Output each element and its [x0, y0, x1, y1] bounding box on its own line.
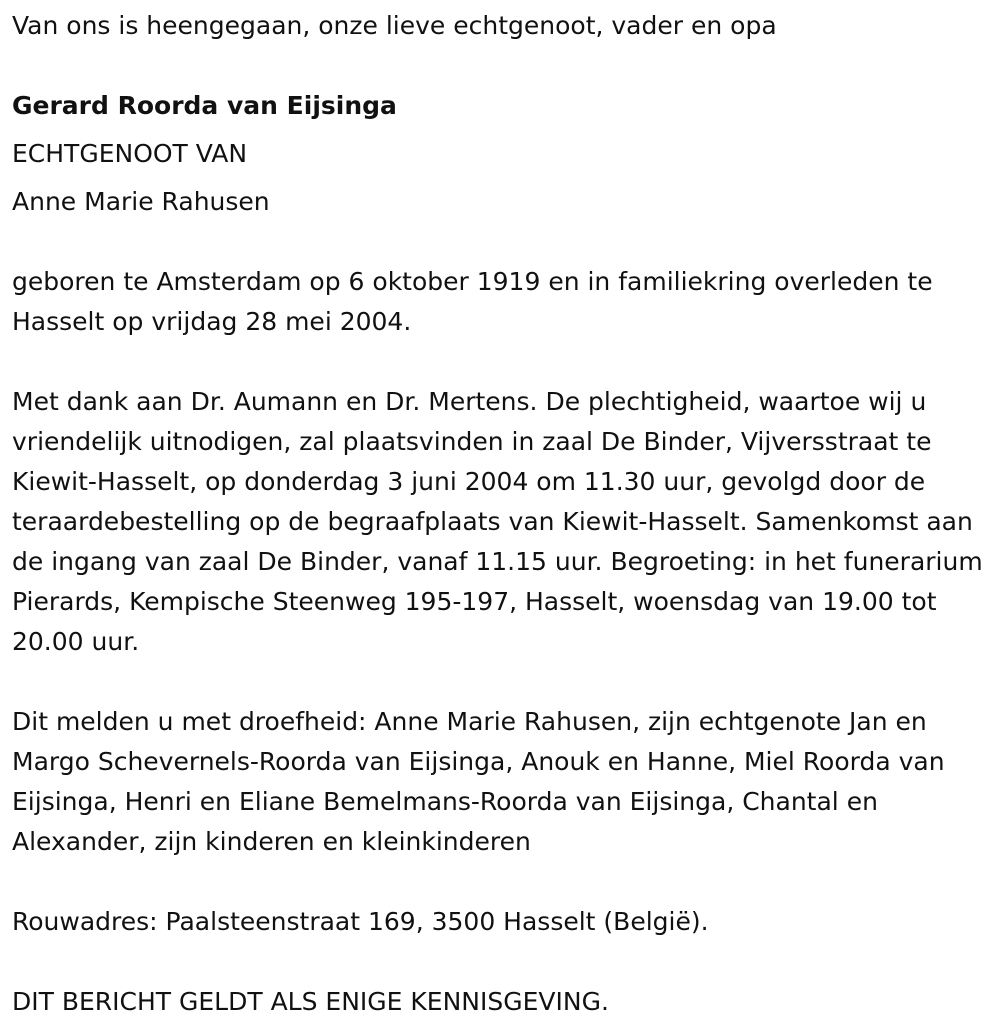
spouse-name: Anne Marie Rahusen: [12, 187, 270, 216]
intro-text: Van ons is heengegaan, onze lieve echtgenoot, vader en opa: [12, 11, 777, 40]
official-notice: DIT BERICHT GELDT ALS ENIGE KENNISGEVING.: [12, 987, 609, 1016]
deceased-name: Gerard Roorda van Eijsinga: [12, 91, 397, 120]
ceremony-paragraph: Met dank aan Dr. Aumann en Dr. Mertens. De plechtigheid, waartoe wij u vriendelijk uitnodigen, zal plaatsvinden in zaal De Binder, Vijversstraat te Kiewit-Hasselt, op donderdag 3 juni 2004 om 11.30 uur, gevolgd door de teraardebestelling op de begraafplaats van Kiewit-Hasselt. Samenkomst aan de ingang van zaal De Binder, vanaf 11.15 uur. Begroeting: in het funerarium Pierards, Kempische Steenweg 195-197, Hasselt, woensdag van 19.00 tot 20.00 uur.: [12, 387, 983, 656]
mourning-address: Rouwadres: Paalsteenstraat 169, 3500 Hasselt (België).: [12, 907, 709, 936]
family-paragraph: Dit melden u met droefheid: Anne Marie Rahusen, zijn echtgenote Jan en Margo Schevernels-Roorda van Eijsinga, Anouk en Hanne, Miel Roorda van Eijsinga, Henri en Eliane Bemelmans-Roorda van Eijsinga, Chantal en Alexander, zijn kinderen en kleinkinderen: [12, 707, 945, 856]
birth-death-paragraph: geboren te Amsterdam op 6 oktober 1919 en in familiekring overleden te Hasselt op vrijdag 28 mei 2004.: [12, 267, 933, 336]
spouse-label: ECHTGENOOT VAN: [12, 139, 248, 168]
